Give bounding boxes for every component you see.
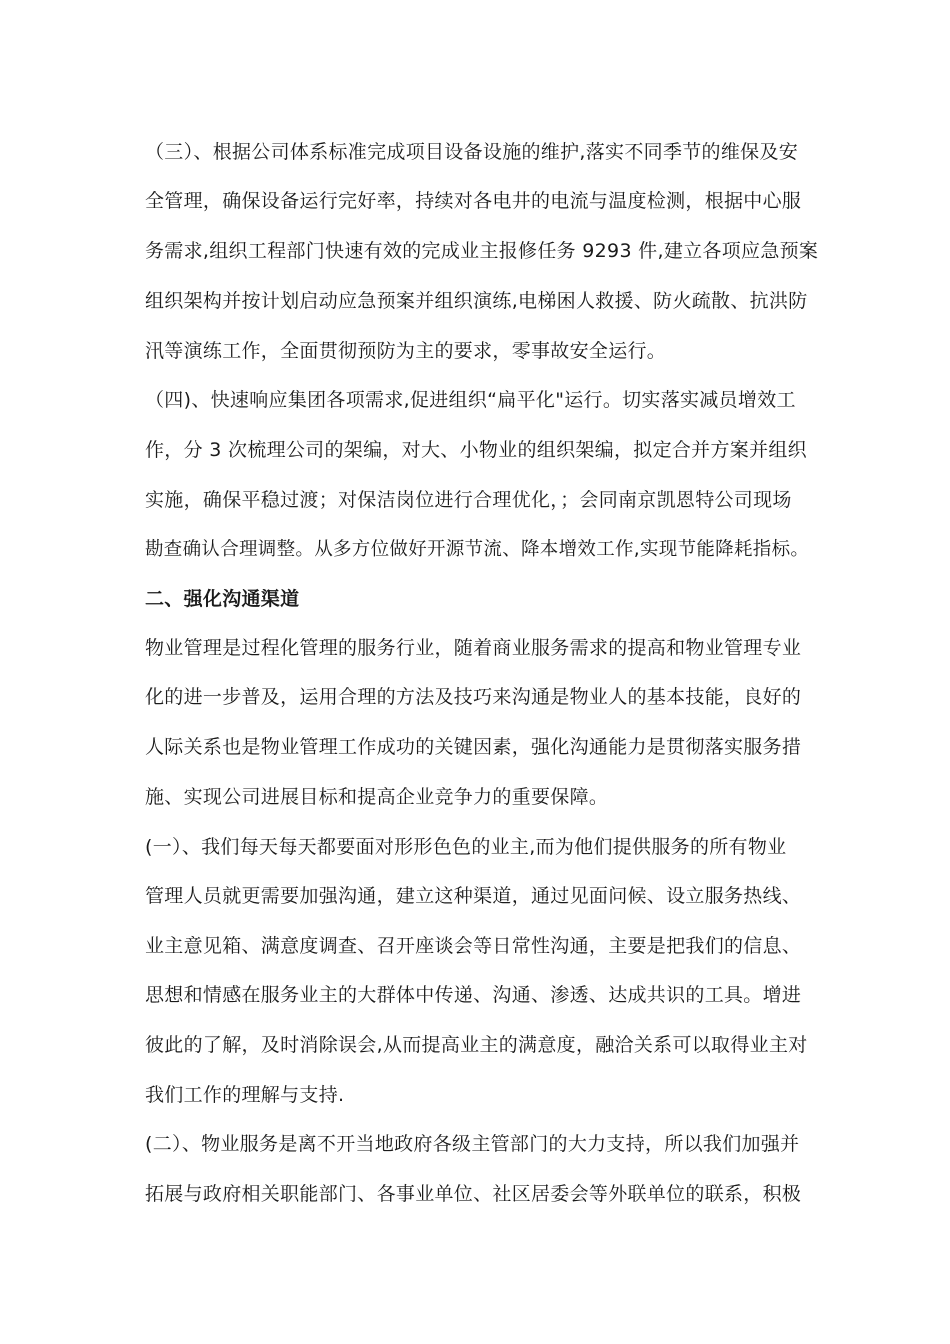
paragraph-1-line-6: 我们工作的理解与支持. (145, 1084, 345, 1106)
paragraph-1-line-2: 管理人员就更需要加强沟通，建立这种渠道，通过见面问候、设立服务热线、 (145, 885, 802, 907)
paragraph-2-line-1: (二）、物业服务是离不开当地政府各级主管部门的大力支持，所以我们加强并 (145, 1133, 800, 1155)
paragraph-1-line-5: 彼此的了解，及时消除误会,从而提高业主的满意度，融洽关系可以取得业主对 (145, 1034, 808, 1056)
paragraph-2-line-2: 拓展与政府相关职能部门、各事业单位、社区居委会等外联单位的联系，积极 (145, 1183, 802, 1205)
paragraph-4-line-3: 实施，确保平稳过渡；对保洁岗位进行合理优化，；会同南京凯恩特公司现场 (145, 489, 792, 511)
paragraph-3-line-1: （三）、根据公司体系标准完成项目设备设施的维护,落实不同季节的维保及安 (145, 141, 799, 163)
paragraph-3-line-3: 务需求,组织工程部门快速有效的完成业主报修任务 9293 件,建立各项应急预案 (145, 240, 819, 262)
section-heading: 二、强化沟通渠道 (145, 588, 300, 610)
section-intro-line-3: 人际关系也是物业管理工作成功的关键因素，强化沟通能力是贯彻落实服务措 (145, 736, 802, 758)
section-intro-line-2: 化的进一步普及，运用合理的方法及技巧来沟通是物业人的基本技能，良好的 (145, 686, 802, 708)
paragraph-3-line-5: 汛等演练工作，全面贯彻预防为主的要求，零事故安全运行。 (145, 340, 667, 362)
paragraph-3-line-4: 组织架构并按计划启动应急预案并组织演练,电梯困人救援、防火疏散、抗洪防 (145, 290, 808, 312)
section-intro-line-1: 物业管理是过程化管理的服务行业，随着商业服务需求的提高和物业管理专业 (145, 637, 802, 659)
paragraph-1-line-4: 思想和情感在服务业主的大群体中传递、沟通、渗透、达成共识的工具。增进 (145, 984, 802, 1006)
paragraph-1-line-1: (一）、我们每天每天都要面对形形色色的业主,而为他们提供服务的所有物业 (145, 836, 787, 858)
paragraph-1-line-3: 业主意见箱、满意度调查、召开座谈会等日常性沟通，主要是把我们的信息、 (145, 935, 802, 957)
paragraph-4-line-4: 勘查确认合理调整。从多方位做好开源节流、降本增效工作,实现节能降耗指标。 (145, 539, 810, 560)
paragraph-4-line-1: （四)、快速响应集团各项需求,促进组织“扁平化"运行。切实落实减员增效工 (145, 389, 796, 411)
paragraph-4-line-2: 作，分 3 次梳理公司的架编，对大、小物业的组织架编，拟定合并方案并组织 (145, 439, 807, 461)
paragraph-3-line-2: 全管理，确保设备运行完好率，持续对各电井的电流与温度检测，根据中心服 (145, 190, 802, 212)
section-intro-line-4: 施、实现公司进展目标和提高企业竞争力的重要保障。 (145, 786, 609, 808)
